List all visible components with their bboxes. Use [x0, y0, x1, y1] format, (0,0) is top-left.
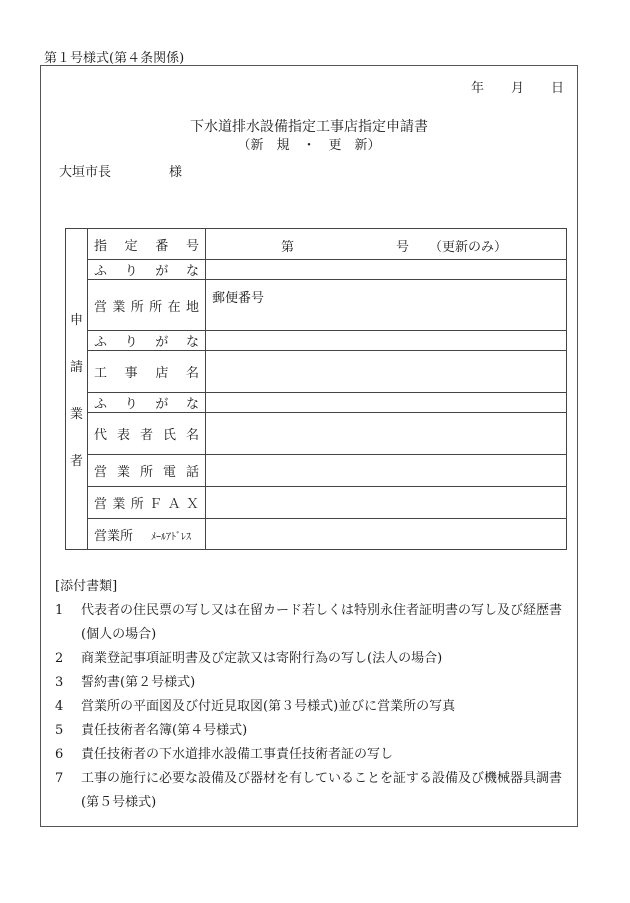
go-label: 号: [396, 240, 410, 255]
field-office-fax[interactable]: [206, 487, 567, 519]
field-office-address[interactable]: [206, 280, 567, 331]
label-office-address: 営 業 所 所 在 地: [88, 280, 206, 331]
attachment-item: 6 責任技術者の下水道排水設備工事責任技術者証の写し: [55, 747, 394, 762]
field-furigana-address[interactable]: [206, 260, 567, 280]
postal-code-label: 郵便番号: [212, 291, 265, 306]
attachment-item: 7 工事の施行に必要な設備及び器材を有していることを証する設備及び機械器具調書(第５号様式): [55, 771, 563, 810]
row-office-address: [66, 280, 567, 331]
dai-label: 第: [281, 240, 295, 255]
row-furigana-address: [66, 260, 567, 280]
row-representative: [66, 413, 567, 455]
field-furigana-shop[interactable]: [206, 331, 567, 351]
label-furigana: ふ り が な: [88, 331, 206, 351]
label-furigana: ふ り が な: [88, 393, 206, 413]
renewal-only-note: （更新のみ）: [429, 240, 508, 255]
field-shop-name[interactable]: [206, 351, 567, 393]
attachment-item: 2 商業登記事項証明書及び定款又は寄附行為の写し(法人の場合): [55, 651, 443, 666]
form-subtitle: （新 規 ・ 更 新）: [237, 138, 381, 153]
field-office-email[interactable]: [206, 519, 567, 550]
label-office-fax: 営 業 所 Ｆ Ａ Ｘ: [88, 487, 206, 519]
field-designation-number[interactable]: [206, 229, 567, 260]
row-office-phone: [66, 455, 567, 487]
addressee: 大垣市長: [59, 165, 112, 180]
applicant-table: [65, 228, 567, 550]
attachment-item: 1 代表者の住民票の写し又は在留カード若しくは特別永住者証明書の写し及び経歴書(個人の場合): [55, 603, 563, 642]
attachment-item: 3 誓約書(第２号様式): [55, 675, 196, 690]
applicant-side-label: 申 請 業 者: [66, 229, 88, 550]
date-month-label: 月: [511, 81, 525, 96]
label-shop-name: 工 事 店 名: [88, 351, 206, 393]
row-furigana-rep: [66, 393, 567, 413]
row-shop-name: [66, 351, 567, 393]
row-furigana-shop: [66, 331, 567, 351]
honorific: 様: [169, 165, 183, 180]
application-form-frame: [40, 65, 578, 827]
field-representative[interactable]: [206, 413, 567, 455]
label-furigana: ふ り が な: [88, 260, 206, 280]
label-office-email: 営業所 ﾒｰﾙｱﾄﾞﾚｽ: [88, 519, 206, 550]
form-title: 下水道排水設備指定工事店指定申請書: [190, 119, 428, 135]
field-furigana-rep[interactable]: [206, 393, 567, 413]
label-designation-number: 指 定 番 号: [88, 229, 206, 260]
date-year-label: 年: [471, 81, 485, 96]
row-office-email: [66, 519, 567, 550]
attachments-heading: [添付書類]: [55, 579, 118, 594]
date-day-label: 日: [551, 81, 565, 96]
row-office-fax: [66, 487, 567, 519]
label-representative: 代 表 者 氏 名: [88, 413, 206, 455]
attachment-item: 4 営業所の平面図及び付近見取図(第３号様式)並びに営業所の写真: [55, 699, 456, 714]
field-office-phone[interactable]: [206, 455, 567, 487]
row-designation-number: [66, 229, 567, 260]
attachment-item: 5 責任技術者名簿(第４号様式): [55, 723, 248, 738]
attachments-list: [55, 599, 575, 815]
form-number-label: 第１号様式(第４条関係): [44, 51, 185, 66]
label-office-phone: 営 業 所 電 話: [88, 455, 206, 487]
